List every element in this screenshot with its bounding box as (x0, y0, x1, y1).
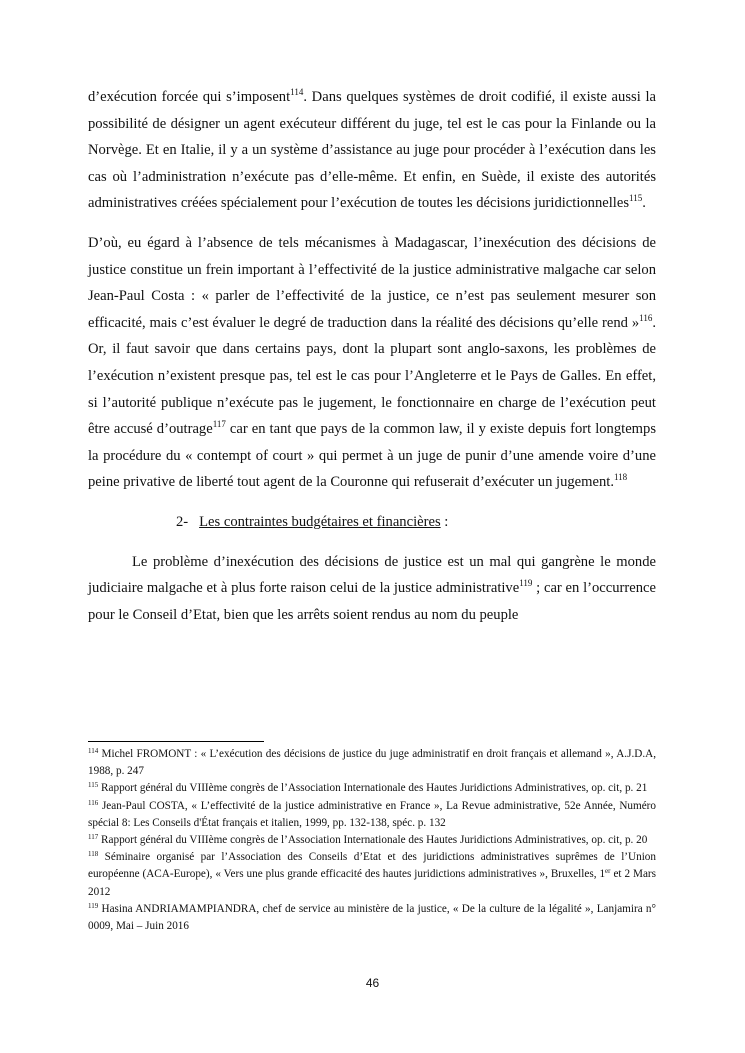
footnote-ref-119[interactable]: 119 (519, 578, 533, 589)
footnote-text: Séminaire organisé par l’Association des Conseils d’Etat et des juridictions administratives suprêmes de l’Union européenne (ACA-Europe), « Vers une plus grande efficacité des hautes juridictions administratives », Bruxelles, 1 (88, 851, 656, 881)
paragraph-3 (88, 549, 656, 629)
footnote-116 (88, 798, 656, 832)
footnote-ref-118[interactable]: 118 (614, 472, 628, 483)
ordinal-suffix: er (605, 867, 611, 876)
footnote-text: Rapport général du VIIIème congrès de l’Association Internationale des Hautes Juridictions Administratives, op. cit, p. 20 (98, 834, 648, 847)
footnote-number: 116 (88, 798, 99, 807)
paragraph-2 (88, 230, 656, 496)
footnote-number: 115 (88, 781, 99, 790)
footnote-number: 118 (88, 850, 99, 859)
footnote-115 (88, 780, 656, 797)
paragraph-1 (88, 84, 656, 217)
footnote-text: Michel FROMONT : « L’exécution des décisions de justice du juge administratif en droit français et allemand », A.J.D.A, 1988, p. 247 (88, 748, 656, 778)
heading-colon: : (440, 513, 449, 530)
text-run: ; car en l’occurrence pour le Conseil d’Etat, bien que les arrêts soient rendus au nom du peuple (88, 580, 656, 623)
heading-number: 2- (176, 513, 189, 530)
text-run: d’exécution forcée qui s’imposent (88, 89, 291, 105)
footnote-119 (88, 901, 656, 935)
text-run: Le problème d’inexécution des décisions de justice est un mal qui gangrène le monde judiciaire malgache et à plus forte raison celui de la justice administrative (88, 553, 656, 597)
text-run: . Or, il faut savoir que dans certains pays, dont la plupart sont anglo-saxons, les problèmes de l’exécution n’existent presque pas, tel est le cas pour l’Angleterre et le Pays de Galles. En effet, si l’autorité publique n’exécute pas le jugement, le fonctionnaire en charge de l’exécution peut être accusé d’outrage (88, 314, 656, 438)
heading-title: Les contraintes budgétaires et financières (199, 513, 441, 530)
footnote-118 (88, 849, 656, 901)
footnote-text: Hasina ANDRIAMAMPIANDRA, chef de service au ministère de la justice, « De la culture de la légalité », Lanjamira n° 0009, Mai – Juin 2016 (88, 902, 656, 933)
section-heading (88, 509, 656, 536)
page-number: 46 (365, 976, 380, 990)
text-run: D’où, eu égard à l’absence de tels mécanismes à Madagascar, l’inexécution des décisions de justice constitue un frein important à l’effectivité de la justice administrative malgache car selon Jean-Paul Costa : « parler de l’effectivité de la justice, ce n’est pas seulement mesurer son efficacité, mais c’est évaluer le degré de traduction dans la réalité des décisions qu’elle rend » (88, 234, 656, 331)
footnote-separator (88, 741, 264, 742)
footnote-ref-115[interactable]: 115 (629, 193, 643, 204)
footnote-ref-114[interactable]: 114 (290, 87, 304, 97)
footnote-number: 119 (88, 901, 99, 910)
footnote-117 (88, 832, 656, 849)
footnote-114 (88, 746, 656, 780)
footnote-number: 117 (88, 833, 99, 842)
footnote-text: Rapport général du VIIIème congrès de l’Association Internationale des Hautes Juridictions Administratives, op. cit, p. 21 (98, 782, 648, 795)
text-run: . (642, 195, 646, 212)
footnote-text: et 2 Mars 2012 (88, 868, 656, 898)
text-run: car en tant que pays de la common law, il y existe depuis fort longtemps la procédure du « contempt of court » qui permet à un juge de punir d’une amende voire d’une peine privative de liberté tout agent de la Couronne qui refuserait d’exécuter un jugement. (88, 421, 657, 491)
footnote-text: Jean-Paul COSTA, « L’effectivité de la justice administrative en France », La Revue administrative, 52e Année, Numéro spécial 8: Les Conseils d'État français et italien, 1999, pp. 132-138, spéc. p. 132 (88, 799, 656, 829)
body-text (88, 84, 656, 628)
footnote-ref-116[interactable]: 116 (639, 312, 653, 323)
footnotes (88, 746, 656, 935)
footnote-number: 114 (88, 747, 99, 755)
footnote-ref-117[interactable]: 117 (212, 419, 226, 430)
text-run: . Dans quelques systèmes de droit codifié, il existe aussi la possibilité de désigner un agent exécuteur différent du juge, tel est le cas pour la Finlande ou la Norvège. Et en Italie, il y a un système d’assistance au juge pour procéder à l’exécution dans les cas où l’administration n’exécute pas d’elle-même. Et enfin, en Suède, il existe des autorités administratives créées spécialement pour l’exécution de toutes les décisions juridictionnelles (88, 89, 656, 212)
